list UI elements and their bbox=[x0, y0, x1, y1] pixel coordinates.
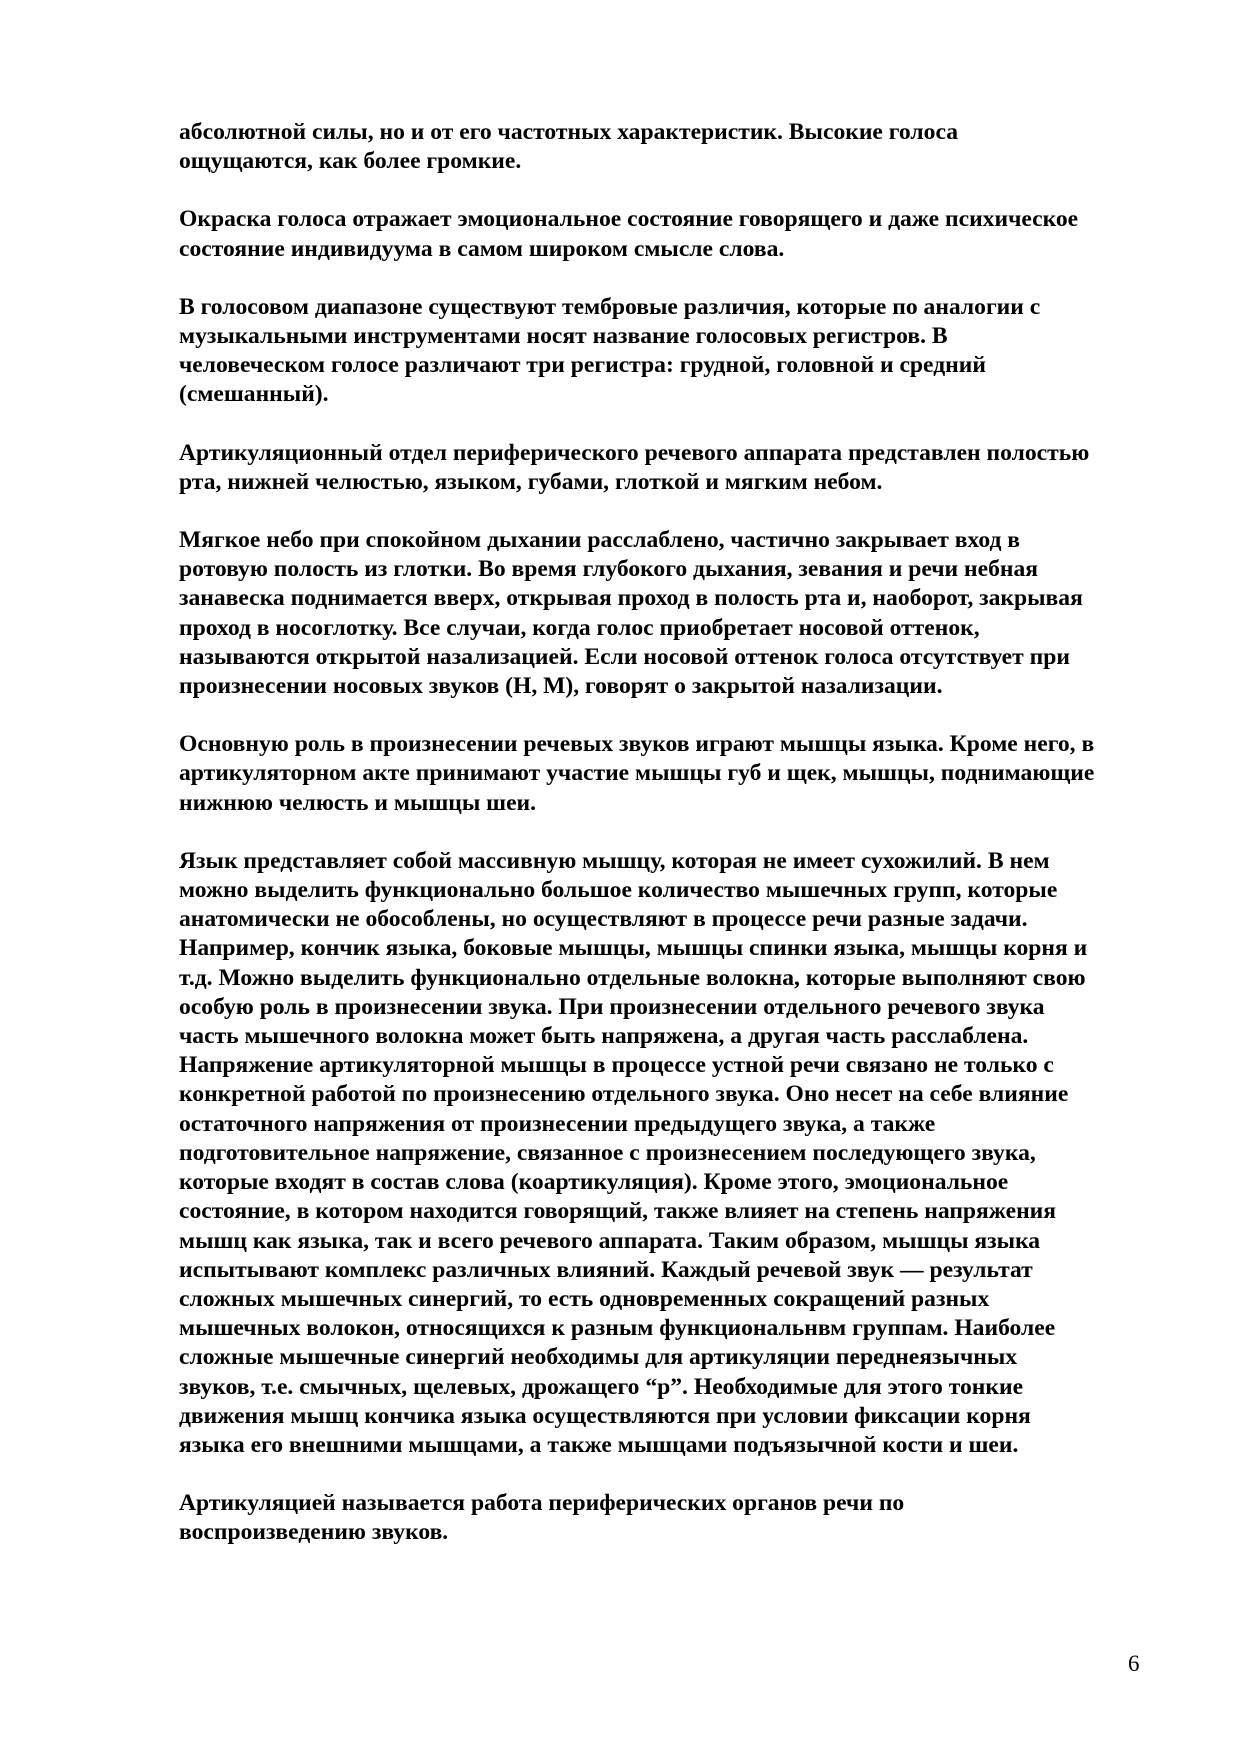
paragraph-voice-registers: В голосовом диапазоне существуют тембровые различия, которые по аналогии с музыкальными инструментами носят название голосовых регистров. В человеческом голосе различают три регистра: грудной, головной и средний (смешанный). bbox=[179, 293, 1041, 408]
paragraph-articulation-definition: Артикуляцией называется работа периферических органов речи по воспроизведению звуков. bbox=[179, 1490, 905, 1546]
paragraph-loudness: абсолютной силы, но и от его частотных характеристик. Высокие голоса ощущаются, как более громкие. bbox=[179, 119, 958, 175]
paragraph-articulation-section: Артикуляционный отдел периферического речевого аппарата представлен полостью рта, нижней челюстью, языком, губами, глоткой и мягким небом. bbox=[179, 439, 1090, 495]
paragraph-tongue-muscles: Основную роль в произнесении речевых звуков играют мышцы языка. Кроме него, в артикуляторном акте принимают участие мышцы губ и щек, мышцы, поднимающие нижнюю челюсть и мышцы шеи. bbox=[179, 731, 1095, 816]
page-number: 6 bbox=[1128, 1651, 1140, 1676]
page-body bbox=[179, 118, 1164, 1577]
paragraph-soft-palate: Мягкое небо при спокойном дыхании расслаблено, частично закрывает вход в ротовую полость из глотки. Во время глубокого дыхания, зевания и речи небная занавеска поднимается вверх, открывая проход в полость рта и, наоборот, закрывая проход в носоглотку. Все случаи, когда голос приобретает носовой оттенок, называются открытой назализацией. Если носовой оттенок голоса отсутствует при произнесении носовых звуков (Н, М), говорят о закрытой назализации. bbox=[179, 527, 1083, 700]
paragraph-tongue-structure: Язык представляет собой массивную мышцу, которая не имеет сухожилий. В нем можно выделить функционально большое количество мышечных групп, которые анатомически не обособлены, но осуществляют в процессе речи разные задачи. Например, кончик языка, боковые мышцы, мышцы спинки языка, мышцы корня и т.д. Можно выделить функционально отдельные волокна, которые выполняют свою особую роль в произнесении звука. При произнесении отдельного речевого звука часть мышечного волокна может быть напряжена, а другая часть расслаблена. Напряжение артикуляторной мышцы в процессе устной речи связано не только с конкретной работой по произнесению отдельного звука. Оно несет на себе влияние остаточного напряжения от произнесении предыдущего звука, а также подготовительное напряжение, связанное с произнесением последующего звука, которые входят в состав слова (коартикуляция). Кроме этого, эмоциональное состояние, в котором находится говорящий, также влияет на степень напряжения мышц как языка, так и всего речевого аппарата. Таким образом, мышцы языка испытывают комплекс различных влияний. Каждый речевой звук — результат сложных мышечных синергий, то есть одновременных сокращений разных мышечных волокон, относящихся к разным функциональнвм группам. Наиболее сложные мышечные синергий необходимы для артикуляции переднеязычных звуков, т.е. смычных, щелевых, дрожащего “р”. Необходимые для этого тонкие движения мышц кончика языка осуществляются при условии фиксации корня языка его внешними мышцами, а также мышцами подъязычной кости и шеи. bbox=[179, 847, 1088, 1458]
paragraph-voice-coloring: Окраска голоса отражает эмоциональное состояние говорящего и даже психическое состояние индивидуума в самом широком смысле слова. bbox=[179, 206, 1079, 262]
